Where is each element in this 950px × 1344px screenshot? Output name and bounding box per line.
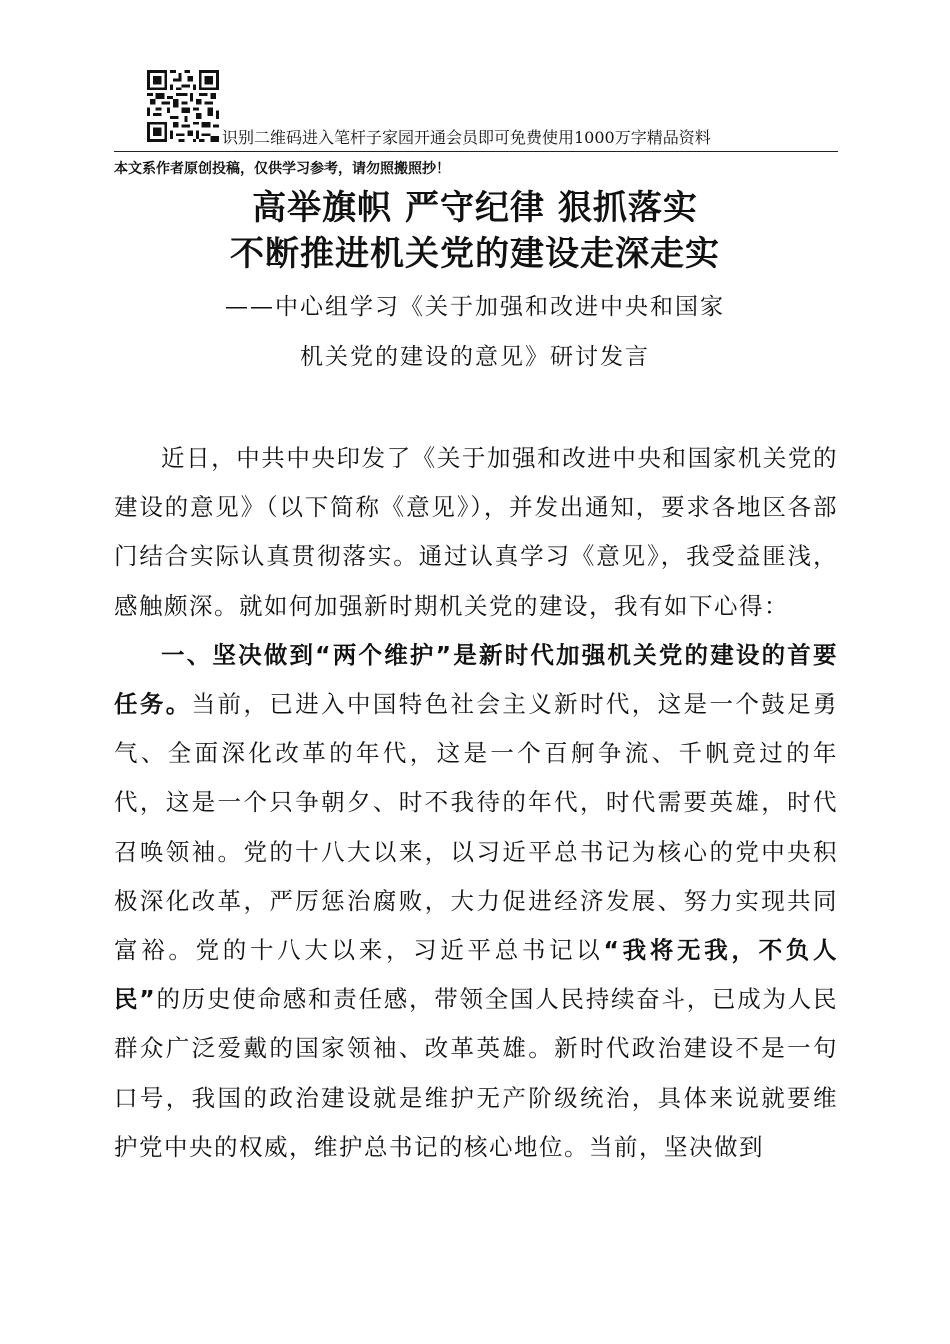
copyright-notice: 本文系作者原创投稿，仅供学习参考，请勿照搬照抄！ bbox=[114, 161, 450, 177]
title-line-1: 高举旗帜 严守纪律 狠抓落实 bbox=[252, 188, 698, 228]
header-divider bbox=[114, 151, 838, 152]
paragraph-section-1 bbox=[114, 631, 838, 1172]
body-text bbox=[114, 434, 838, 1172]
header-promo-note: 识别二维码进入笔杆子家园开通会员即可免费使用1000万字精品资料 bbox=[222, 128, 711, 147]
subtitle-line-2: 机关党的建设的意见》研讨发言 bbox=[300, 344, 650, 370]
section-heading-1: 一、坚决做到“两个维护”是新时代加强机关党的建设的首要任务。 bbox=[114, 640, 838, 719]
subtitle-line-1: ——中心组学习《关于加强和改进中央和国家 bbox=[225, 294, 725, 320]
qr-code[interactable] bbox=[147, 70, 219, 142]
section-1-text-b: 的历史使命感和责任感，带领全国人民持续奋斗，已成为人民群众广泛爱戴的国家领袖、改革英雄。新时代政治建设不是一句口号，我国的政治建设就是维护无产阶级统治，具体来说就要维护党中央的权威，维护总书记的核心地位。当前，坚决做到 bbox=[114, 985, 838, 1161]
section-1-text-a: 当前，已进入中国特色社会主义新时代，这是一个鼓足勇气、全面深化改革的年代，这是一个百舸争流、千帆竞过的年代，这是一个只争朝夕、时不我待的年代，时代需要英雄，时代召唤领袖。党的十八大以来，以习近平总书记为核心的党中央积极深化改革，严厉惩治腐败，大力促进经济发展、努力实现共同富裕。党的十八大以来，习近平总书记以 bbox=[114, 690, 839, 965]
title-line-2: 不断推进机关党的建设走深走实 bbox=[230, 234, 720, 274]
quote-emphasis: “我将无我，不负人民” bbox=[114, 936, 838, 1014]
paragraph-intro: 近日，中共中央印发了《关于加强和改进中央和国家机关党的建设的意见》（以下简称《意见》），并发出通知，要求各地区各部门结合实际认真贯彻落实。通过认真学习《意见》，我受益匪浅，感触颇深。就如何加强新时期机关党的建设，我有如下心得： bbox=[114, 444, 838, 620]
